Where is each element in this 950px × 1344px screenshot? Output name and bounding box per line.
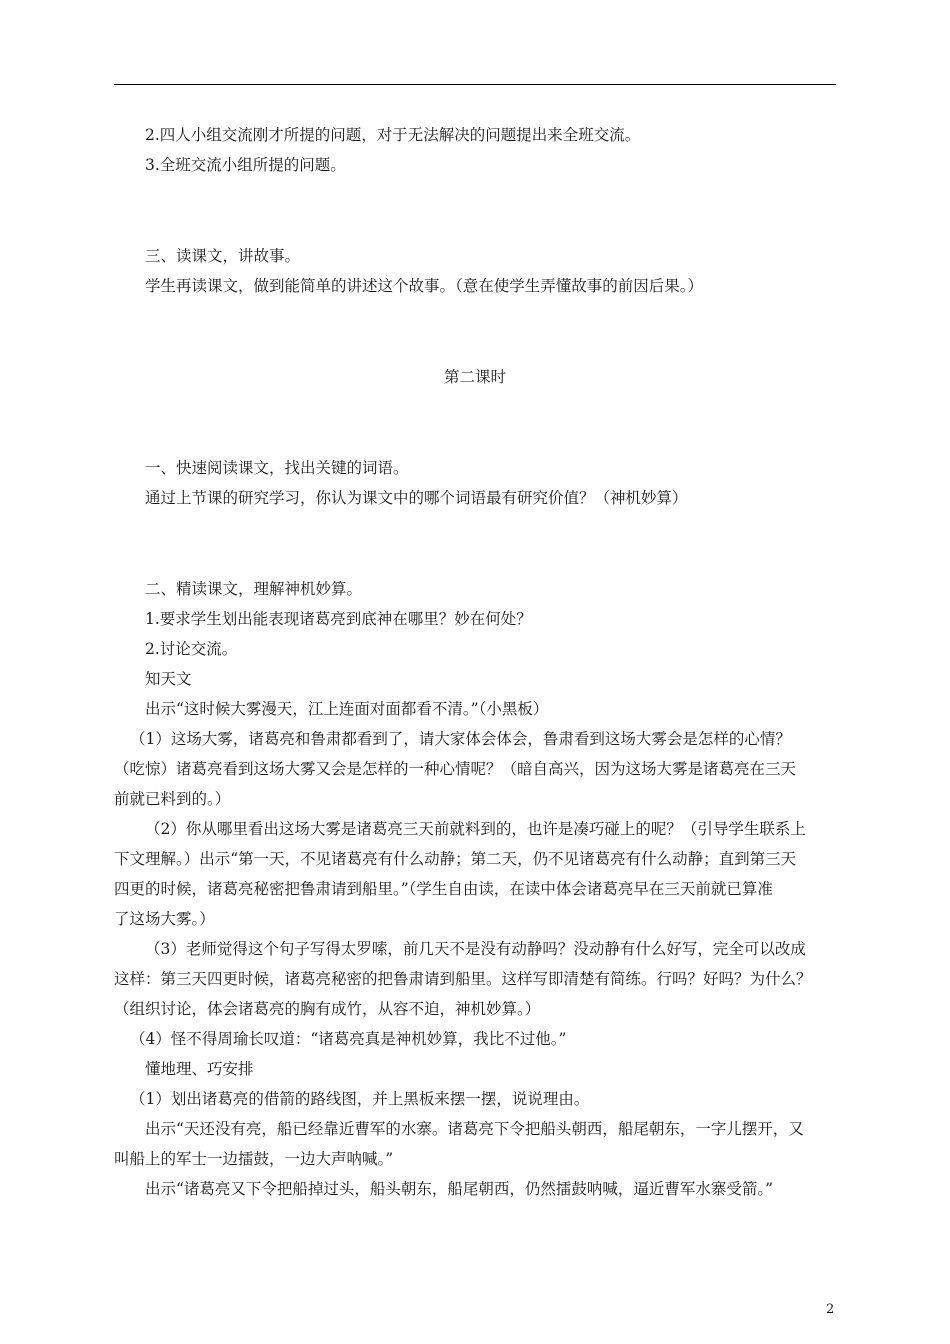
document-body bbox=[114, 120, 836, 1204]
paragraph-line: 2.讨论交流。 bbox=[145, 640, 238, 658]
paragraph-line: 出示“诸葛亮又下令把船掉过头，船头朝东，船尾朝西，仍然擂鼓呐喊，逼近曹军水寨受箭。” bbox=[145, 1180, 774, 1198]
paragraph-line: 了这场大雾。） bbox=[114, 910, 215, 928]
paragraph-line: 三、读课文，讲故事。 bbox=[145, 247, 301, 265]
paragraph-line: 出示“这时候大雾漫天，江上连面对面都看不清。”（小黑板） bbox=[145, 700, 549, 718]
paragraph-line: 1.要求学生划出能表现诸葛亮到底神在哪里？妙在何处？ bbox=[145, 610, 532, 628]
paragraph-line: 下文理解。）出示“第一天，不见诸葛亮有什么动静；第二天，仍不见诸葛亮有什么动静；直到第三天 bbox=[114, 850, 797, 868]
page-number: 2 bbox=[826, 1302, 835, 1317]
paragraph-line: 出示“天还没有亮，船已经靠近曹军的水寨。诸葛亮下令把船头朝西，船尾朝东，一字儿摆开，又 bbox=[145, 1120, 804, 1138]
paragraph-line: （吃惊）诸葛亮看到这场大雾又会是怎样的一种心情呢？（暗自高兴，因为这场大雾是诸葛亮在三天 bbox=[114, 760, 797, 778]
paragraph-line: （3）老师觉得这个句子写得太罗嗦，前几天不是没有动静吗？没动静有什么好写，完全可以改成 bbox=[145, 940, 806, 958]
paragraph-line: 2.四人小组交流刚才所提的问题，对于无法解决的问题提出来全班交流。 bbox=[145, 126, 641, 144]
header-rule bbox=[114, 84, 836, 85]
paragraph-line: 一、快速阅读课文，找出关键的词语。 bbox=[145, 459, 409, 477]
paragraph-line: 叫船上的军士一边擂鼓，一边大声呐喊。” bbox=[114, 1150, 394, 1168]
paragraph-line: 前就已料到的。） bbox=[114, 790, 231, 808]
blank-line bbox=[114, 408, 836, 438]
paragraph-line: 3.全班交流小组所提的问题。 bbox=[145, 156, 346, 174]
paragraph-line: （组织讨论，体会诸葛亮的胸有成竹，从容不迫，神机妙算。） bbox=[114, 1000, 541, 1018]
paragraph-line: 二、精读课文，理解神机妙算。 bbox=[145, 580, 363, 598]
blank-line bbox=[114, 529, 836, 559]
paragraph-line: （4）怪不得周瑜长叹道：“诸葛亮真是神机妙算，我比不过他。” bbox=[130, 1030, 567, 1048]
paragraph-line: （1）这场大雾，诸葛亮和鲁肃都看到了，请大家体会体会，鲁肃看到这场大雾会是怎样的心情？ bbox=[130, 730, 791, 748]
paragraph-line: 知天文 bbox=[145, 670, 192, 688]
paragraph-line: 四更的时候，诸葛亮秘密把鲁肃请到船里。”（学生自由读，在读中体会诸葛亮早在三天前就已算准 bbox=[114, 880, 773, 898]
section-title: 第二课时 bbox=[443, 368, 506, 386]
blank-line bbox=[114, 196, 836, 226]
paragraph-line: 学生再读课文，做到能简单的讲述这个故事。（意在使学生弄懂故事的前因后果。） bbox=[145, 277, 704, 295]
paragraph-line: （1）划出诸葛亮的借箭的路线图，并上黑板来摆一摆，说说理由。 bbox=[130, 1090, 590, 1108]
paragraph-line: 懂地理、巧安排 bbox=[145, 1060, 254, 1078]
paragraph-line: （2）你从哪里看出这场大雾是诸葛亮三天前就料到的，也许是凑巧碰上的呢？（引导学生联系上 bbox=[145, 820, 806, 838]
paragraph-line: 通过上节课的研究学习，你认为课文中的哪个词语最有研究价值？（神机妙算） bbox=[145, 489, 688, 507]
blank-line bbox=[114, 317, 836, 347]
paragraph-line: 这样：第三天四更时候，诸葛亮秘密的把鲁肃请到船里。这样写即清楚有简练。行吗？好吗？为什么？ bbox=[114, 970, 812, 988]
